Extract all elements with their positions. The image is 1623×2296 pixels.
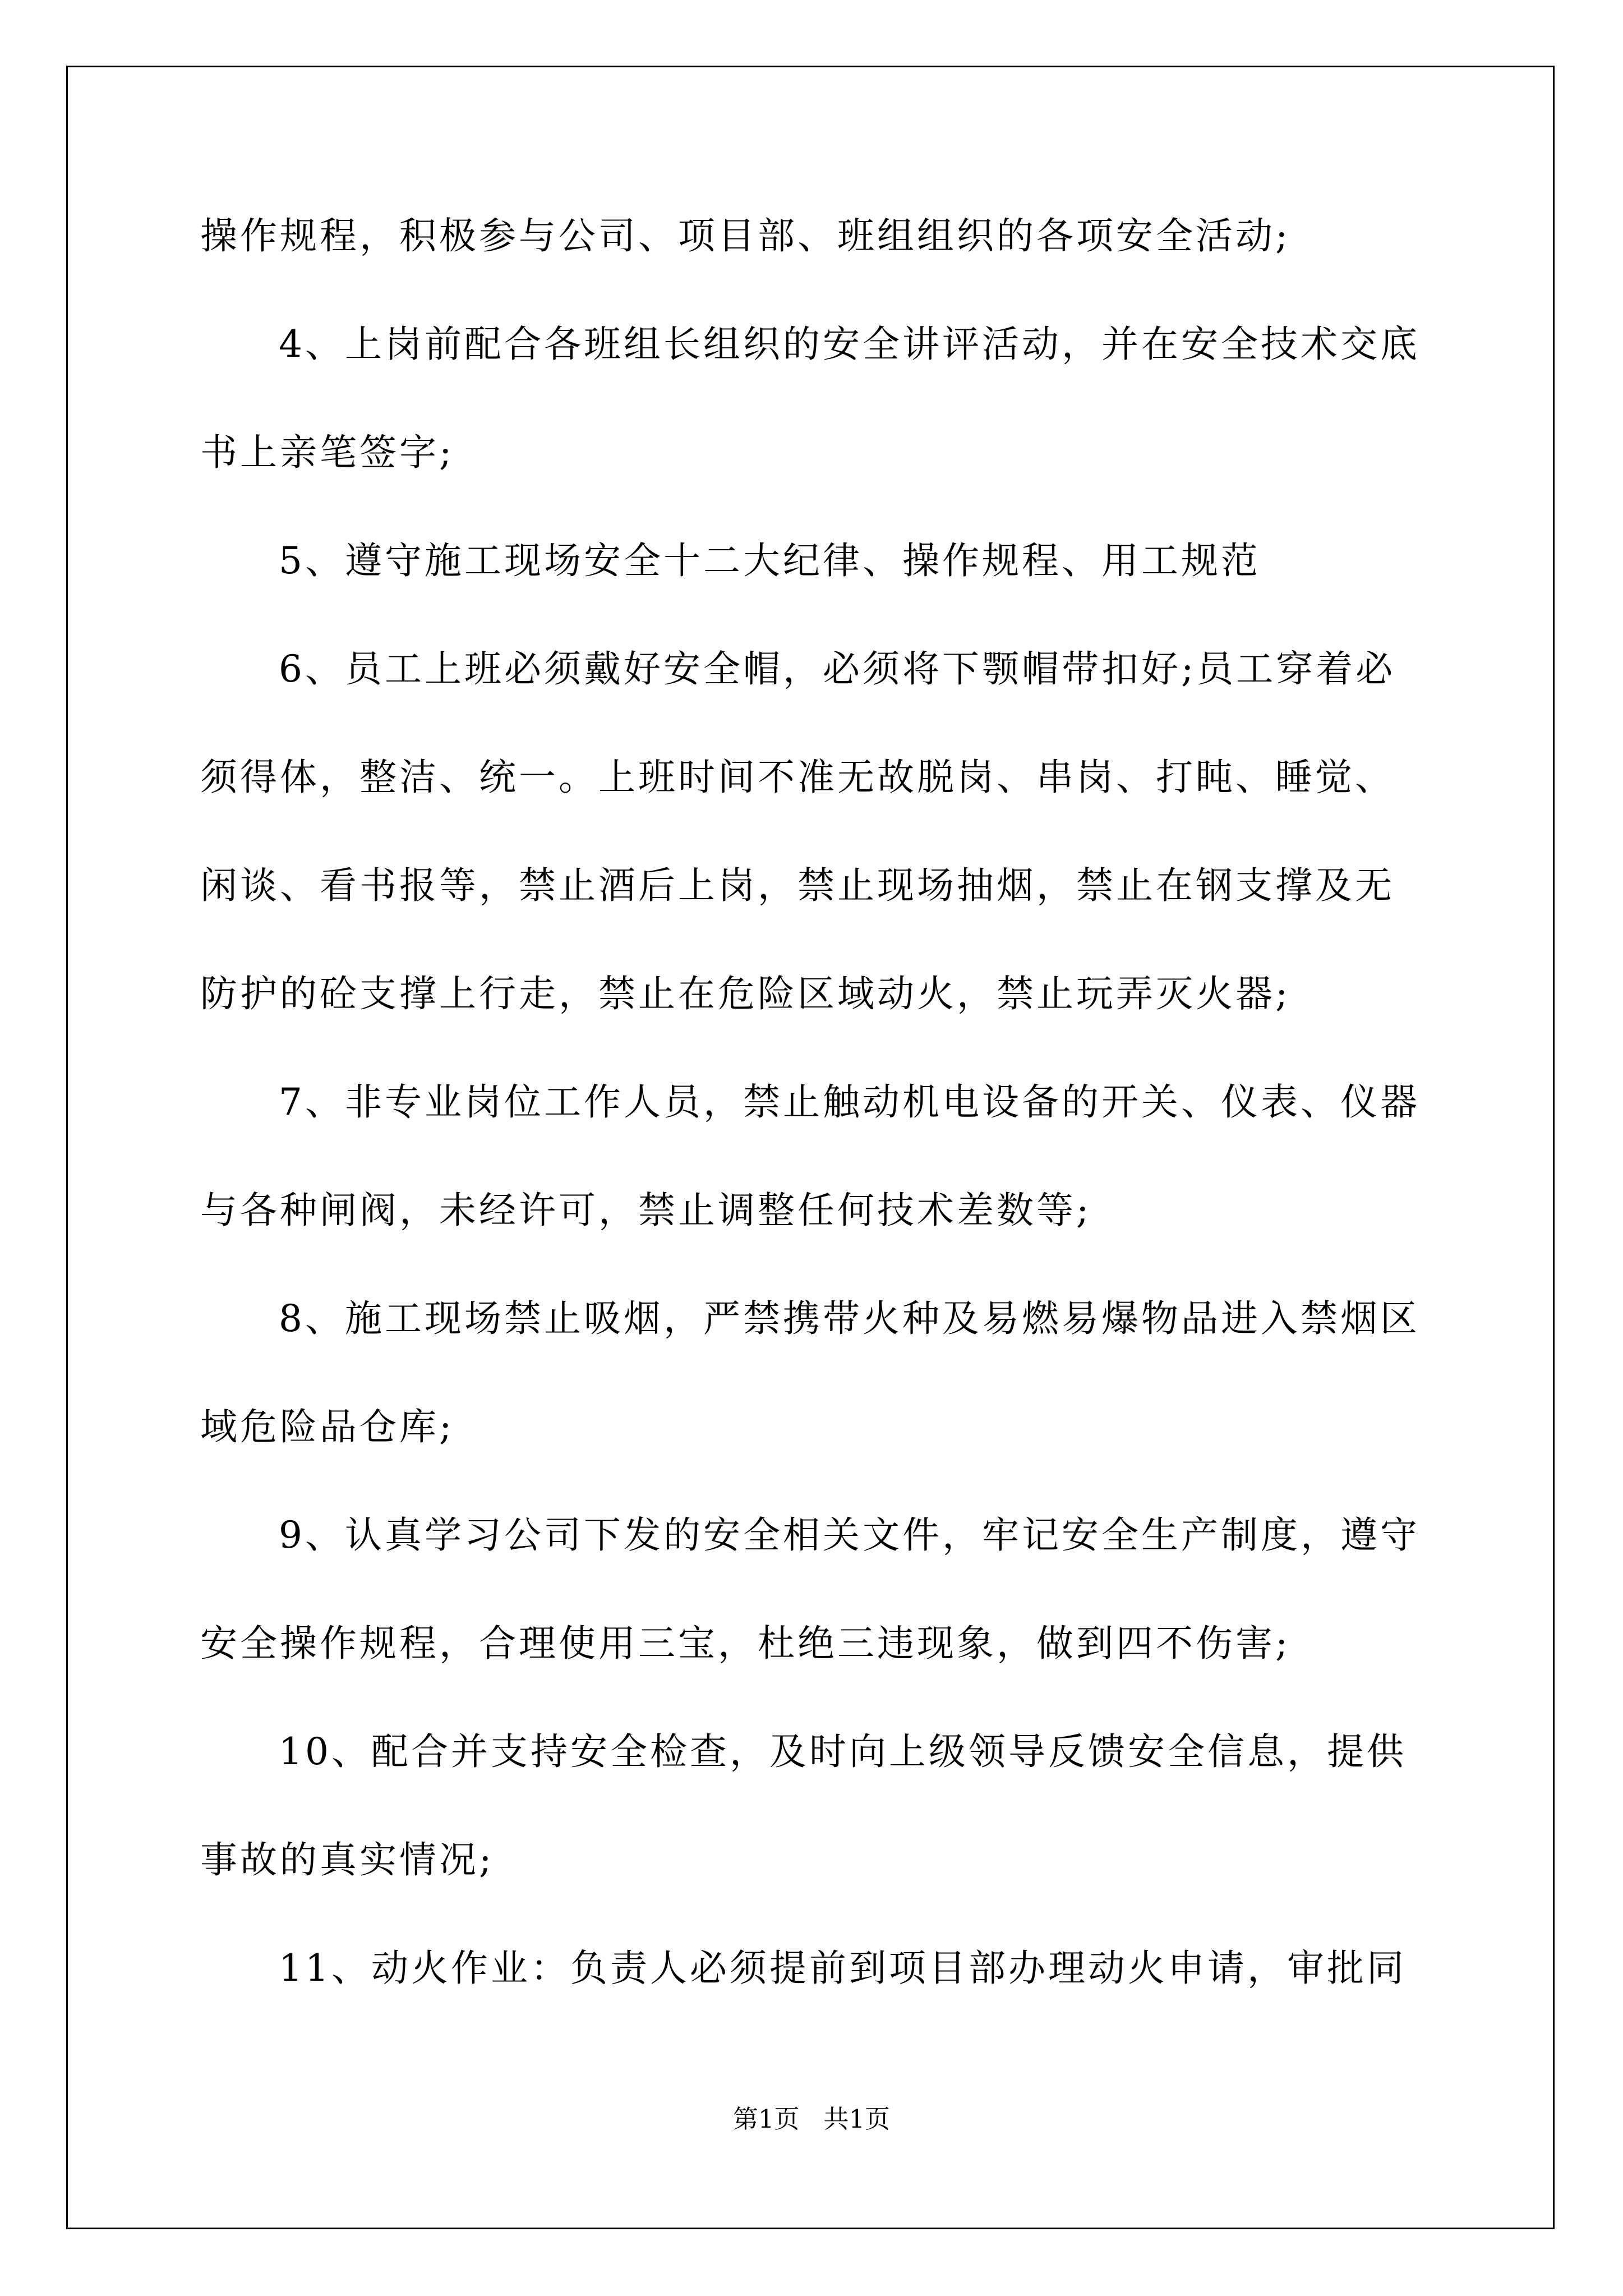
text-line: 7、非专业岗位工作人员，禁止触动机电设备的开关、仪表、仪器 bbox=[279, 1080, 1420, 1124]
text-line: 与各种闸阀，未经许可，禁止调整任何技术差数等; bbox=[200, 1189, 1092, 1232]
text-line: 防护的砼支撑上行走，禁止在危险区域动火，禁止玩弄灭火器; bbox=[200, 972, 1291, 1015]
text-line: 11、动火作业：负责人必须提前到项目部办理动火申请，审批同 bbox=[279, 1947, 1407, 1990]
text-line: 10、配合并支持安全检查，及时向上级领导反馈安全信息，提供 bbox=[279, 1730, 1407, 1773]
text-line: 事故的真实情况; bbox=[200, 1838, 495, 1881]
page-border bbox=[66, 66, 1555, 2229]
text-line: 9、认真学习公司下发的安全相关文件，牢记安全生产制度，遵守 bbox=[279, 1513, 1420, 1557]
text-line: 4、上岗前配合各班组长组织的安全讲评活动，并在安全技术交底 bbox=[279, 323, 1420, 366]
text-line: 安全操作规程，合理使用三宝，杜绝三违现象，做到四不伤害; bbox=[200, 1622, 1291, 1665]
text-line: 书上亲笔签字; bbox=[200, 431, 455, 474]
text-line: 5、遵守施工现场安全十二大纪律、操作规程、用工规范 bbox=[279, 539, 1261, 582]
text-line: 操作规程，积极参与公司、项目部、班组组织的各项安全活动; bbox=[200, 214, 1291, 257]
text-line: 8、施工现场禁止吸烟，严禁携带火种及易燃易爆物品进入禁烟区 bbox=[279, 1297, 1420, 1340]
text-line: 6、员工上班必须戴好安全帽，必须将下颚帽带扣好;员工穿着必 bbox=[279, 647, 1396, 691]
page-number-footer: 第1页 共1页 bbox=[732, 2104, 891, 2134]
text-line: 域危险品仓库; bbox=[200, 1405, 455, 1448]
text-line: 须得体，整洁、统一。上班时间不准无故脱岗、串岗、打盹、睡觉、 bbox=[200, 756, 1395, 799]
text-line: 闲谈、看书报等，禁止酒后上岗，禁止现场抽烟，禁止在钢支撑及无 bbox=[200, 864, 1395, 907]
